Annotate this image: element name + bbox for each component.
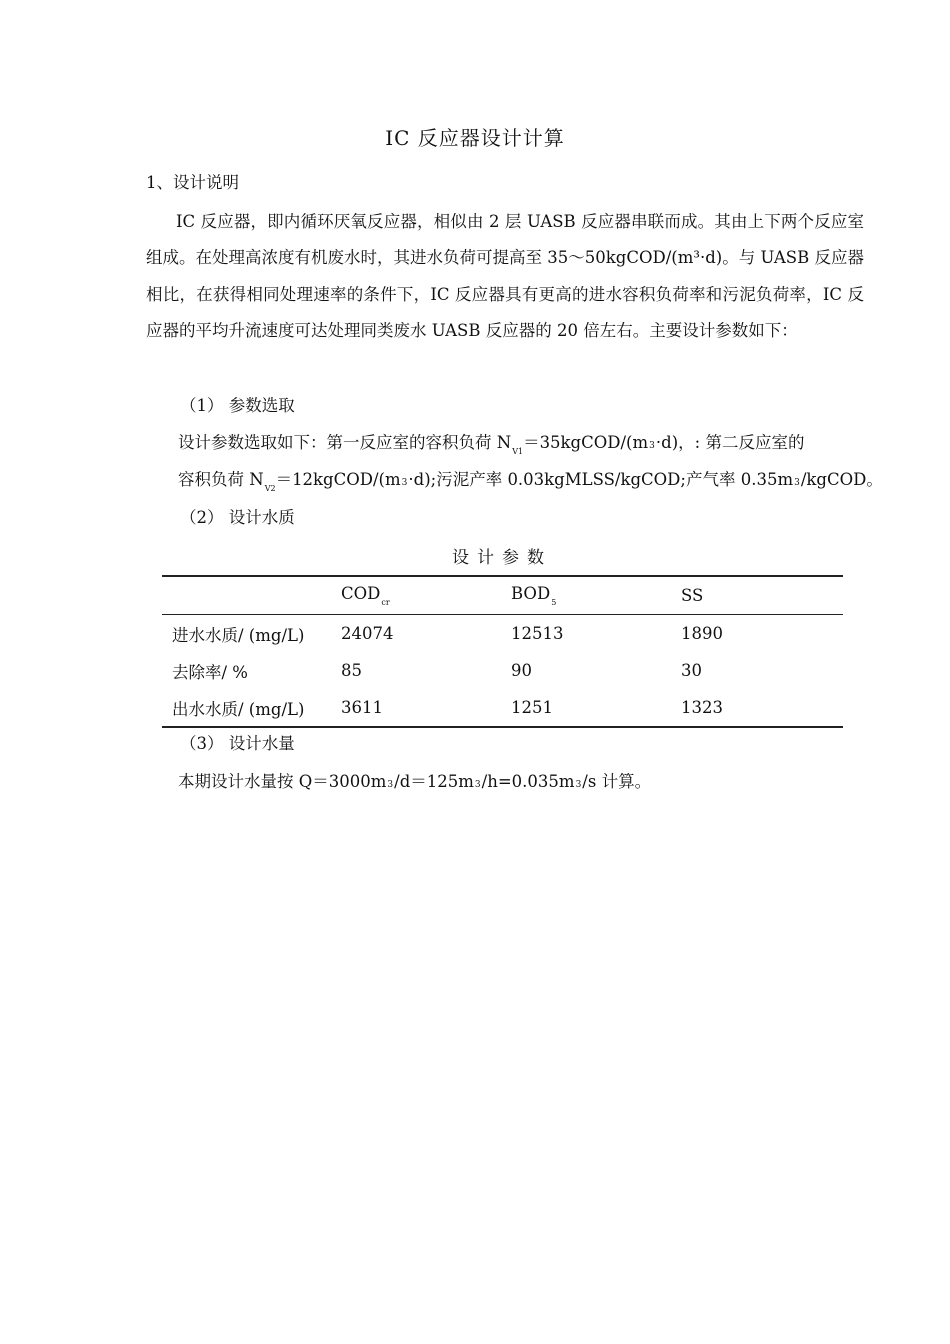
table-header-cell: SS: [681, 586, 704, 605]
superscript: 3: [575, 780, 582, 790]
text-segment: /s 计算。: [582, 772, 652, 791]
table-cell: 1890: [681, 624, 723, 643]
section-heading: 1、设计说明: [146, 173, 239, 192]
table-cell: 30: [681, 661, 702, 680]
table-cell: 1251: [511, 698, 553, 717]
table-row: [162, 615, 843, 653]
table-row: [162, 689, 843, 727]
intro-paragraph: IC 反应器，即内循环厌氧反应器，相似由 2 层 UASB 反应器串联而成。其由上下两个反应室组成。在处理高浓度有机废水时，其进水负荷可提高至 35～50kgCOD/(m³·d)。与 UASB 反应器相比，在获得相同处理速率的条件下，IC 反应器具有更高的进水容积负荷率和污泥负荷率，IC 反应器的平均升流速度可达处理同类废水 UASB 反应器的 20 倍左右。主要设计参数如下：: [146, 212, 864, 341]
table-cell: 24074: [341, 624, 394, 643]
table-row-label: 去除率/ %: [172, 662, 248, 682]
subscript: V2: [264, 484, 276, 493]
text-segment: 容积负荷 N: [178, 470, 264, 489]
superscript: 3: [474, 780, 481, 790]
table-row: [162, 652, 843, 689]
text-segment: /kgCOD。: [800, 470, 883, 489]
document-title: IC 反应器设计计算: [385, 126, 565, 150]
table-cell: 1323: [681, 698, 723, 717]
table-header-cell: $COD_{cr}$: [341, 584, 390, 607]
superscript: 3: [794, 478, 800, 488]
table-row-label: 出水水质/ (mg/L): [172, 699, 305, 719]
water-volume-line: [178, 770, 651, 797]
table-row-label: 进水水质/ (mg/L): [172, 625, 305, 645]
text-segment: /h=0.035m: [481, 772, 575, 791]
text-segment: ＝35kgCOD/(m: [523, 433, 649, 452]
table-header-cell: $BOD_5$: [511, 584, 557, 607]
table-caption: 设计参数: [452, 548, 552, 568]
text-segment: ＝12kgCOD/(m: [275, 470, 401, 489]
text-segment: ·d);污泥产率 0.03kgMLSS/kgCOD;产气率 0.35m: [408, 470, 794, 489]
table-header-row: [162, 576, 843, 615]
table-cell: 85: [341, 661, 362, 680]
parameter-line-1: [178, 431, 804, 464]
superscript: 3: [387, 780, 394, 790]
table-cell: 12513: [511, 624, 564, 643]
subscript: V1: [512, 447, 524, 456]
parameter-line-2: [178, 468, 883, 501]
table-cell: 90: [511, 661, 532, 680]
text-segment: 设计参数选取如下：第一反应室的容积负荷 N: [178, 433, 512, 452]
text-segment: 本期设计水量按 Q＝3000m: [178, 772, 387, 791]
design-parameters-table: [162, 575, 843, 728]
superscript: 3: [401, 478, 408, 488]
subheading-design-water-quality: （2） 设计水质: [180, 508, 295, 527]
superscript: 3: [649, 441, 655, 451]
table-cell: 3611: [341, 698, 383, 717]
subheading-parameter-selection: （1） 参数选取: [180, 396, 295, 415]
text-segment: ·d)，: 第二反应室的: [655, 433, 805, 452]
text-segment: /d＝125m: [394, 772, 474, 791]
table-header-cell: [162, 576, 341, 615]
subheading-design-water-volume: （3） 设计水量: [180, 734, 295, 753]
